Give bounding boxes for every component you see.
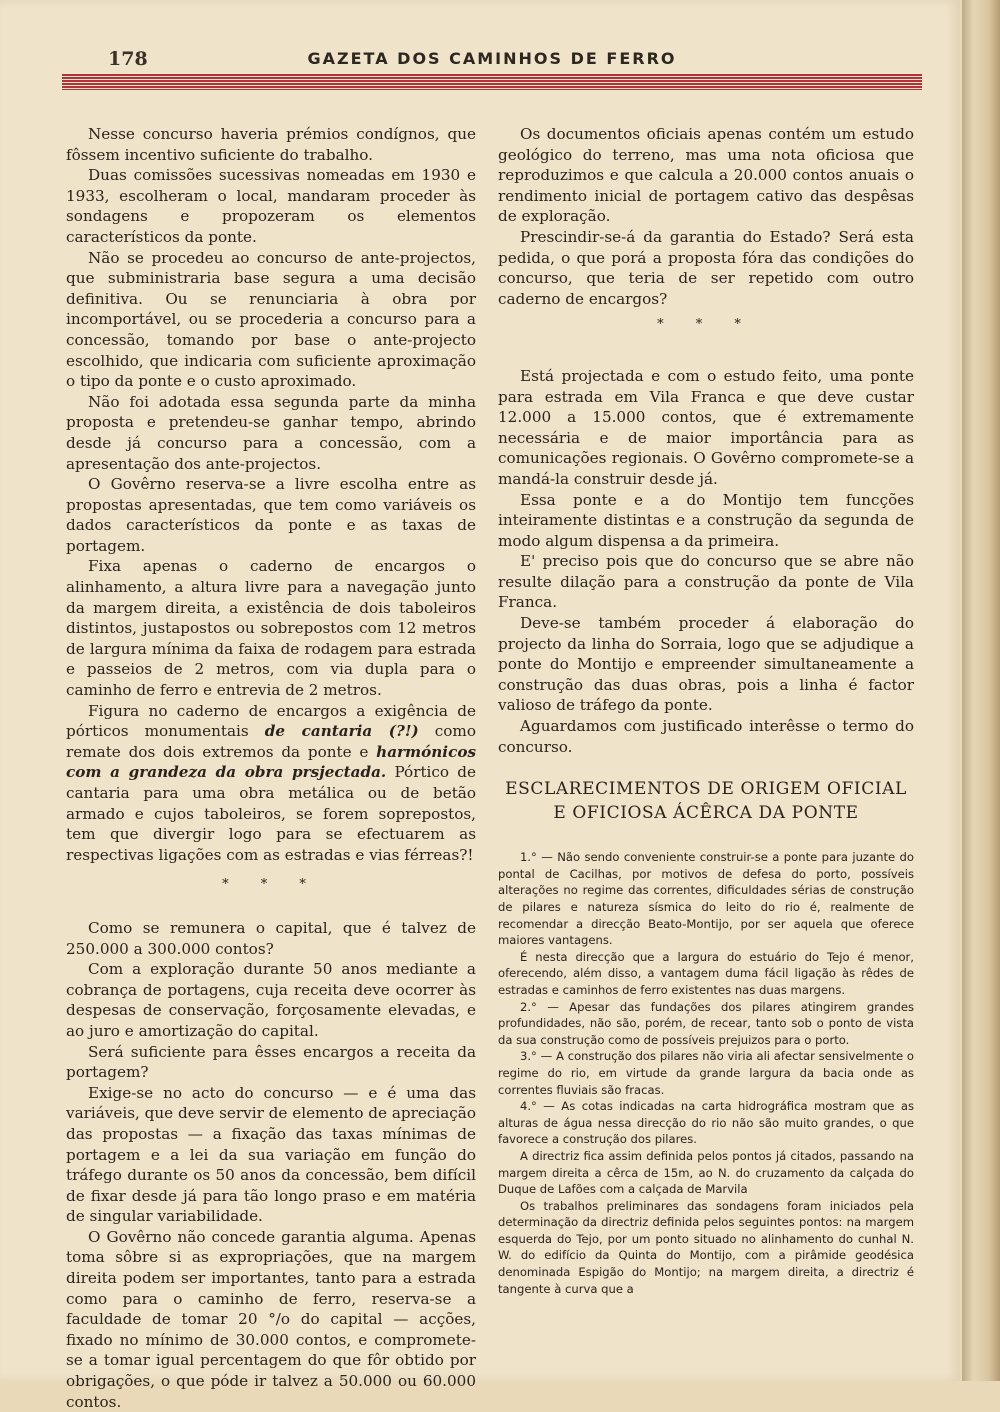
paragraph: Aguardamos com justificado interêsse o termo do concurso. [498, 717, 914, 756]
paragraph: Duas comissões sucessivas nomeadas em 1930 e 1933, escolheram o local, mandaram proceder às sondagens e propozeram os elementos característicos da ponte. [66, 166, 476, 246]
page-number: 178 [108, 48, 148, 70]
text-run: Figura no caderno de encargos a exigência de pórticos monumentais [66, 701, 476, 741]
paragraph: Deve-se também proceder á elaboração do projecto da linha do Sorraia, logo que se adjudique a ponte do Montijo e empreender simultaneamente a construção das duas obras, pois a linha é factor valioso de tráfego da ponte. [498, 614, 914, 715]
text-run: Pórtico de cantaria para uma obra metálica ou de betão armado e cujos taboleiros, se forem soprepostos, tem que divergir logo para se efectuarem as respectivas ligações com as estradas e vias férreas?! [66, 763, 476, 864]
paragraph: Prescindir-se-á da garantia do Estado? Será esta pedida, o que porá a proposta fóra das condições do concurso, que teria de ser repetido com outro caderno de encargos? [498, 227, 914, 308]
right-column [498, 124, 914, 1297]
header-rule [62, 74, 922, 90]
paragraph: O Govêrno não concede garantia alguma. Apenas toma sôbre si as expropriações, que na margem direita podem ser importantes, tanto para a estrada como para o caminho de ferro, reserva-se a faculdade de tomar 20 °/o do capital — acções, fixado no mínimo de 30.000 contos, e compromete-se a tomar igual percentagem do que fôr obtido por obrigações, o que póde ir talvez a 50.000 ou 60.000 contos. [66, 1227, 476, 1411]
paragraph: E' preciso pois que do concurso que se abre não resulte dilação para a construção da ponte de Vila Franca. [498, 552, 914, 612]
emphasis: harmónicos com a grandeza da obra prsjectada. [66, 742, 476, 782]
paragraph: É nesta direcção que a largura do estuário do Tejo é menor, oferecendo, além disso, a vantagem duma fácil ligação às rêdes de estradas e caminhos de ferro existentes nas duas margens. [498, 949, 914, 997]
paragraph: 4.° — As cotas indicadas na carta hidrográfica mostram que as alturas de água nessa direcção do rio não são muito grandes, o que favorece a construção dos pilares. [498, 1099, 914, 1147]
paragraph: Está projectada e com o estudo feito, uma ponte para estrada em Vila Franca e que deve custar 12.000 a 15.000 contos, que é extremamente necessária e de maior importância para as comunicações regionais. O Govêrno compromete-se a mandá-la construir desde já. [498, 366, 914, 488]
section-heading-line: E OFICIOSA ÁCÊRCA DA PONTE [553, 803, 859, 824]
book-spine [962, 0, 1000, 1381]
section-heading-line: ESCLARECIMENTOS DE ORIGEM OFICIAL [505, 779, 907, 800]
section-heading [498, 777, 914, 825]
paragraph: Fixa apenas o caderno de encargos o alinhamento, a altura livre para a navegação junto da margem direita, a existência de dois taboleiros distintos, justapostos ou sobrepostos com 12 metros de largura mínima da faixa de rodagem para estrada e passeios de 2 metros, com via dupla para o caminho de ferro e entrevia de 2 metros. [66, 557, 476, 700]
paragraph: Com a exploração durante 50 anos mediante a cobrança de portagens, cuja receita deve ocorrer às despesas de conservação, forçosamente elevadas, e ao juro e amortização do capital. [66, 960, 476, 1040]
paragraph: Não se procedeu ao concurso de ante-projectos, que subministraria base segura a uma decisão definitiva. Ou se renunciaria à obra por incomportável, ou se procederia a concurso para a concessão, tomando por base o ante-projecto escolhido, que indicaria com suficiente aproximação o tipo da ponte e o custo aproximado. [66, 248, 476, 391]
paragraph [66, 701, 476, 866]
journal-title: GAZETA DOS CAMINHOS DE FERRO [307, 49, 677, 68]
paragraph: 3.° — A construção dos pilares não viria ali afectar sensivelmente o regime do rio, em virtude da grande largura da bacia onde as correntes fluviais são fracas. [498, 1049, 914, 1097]
emphasis: de cantaria (?!) [264, 722, 419, 741]
paragraph: Como se remunera o capital, que é talvez de 250.000 a 300.000 contos? [66, 918, 476, 958]
paragraph: Nesse concurso haveria prémios condígnos, que fôssem incentivo suficiente do trabalho. [66, 125, 476, 164]
section-separator: * * * [657, 317, 755, 333]
clarifications-text [498, 849, 914, 1297]
section-separator: * * * [222, 877, 320, 893]
paragraph: Não foi adotada essa segunda parte da minha proposta e pretendeu-se ganhar tempo, abrindo desde já concurso para a concessão, com a apresentação dos ante-projectos. [66, 392, 476, 473]
paragraph: Os trabalhos preliminares das sondagens foram iniciados pela determinação da directriz definida pelos seguintes pontos: na margem esquerda do Tejo, por um ponto situado no alinhamento do cunhal N. W. do edifício da Quinta do Montijo, com a pirâmide geodésica denominada Espigão do Montijo; na margem direita, a directriz é tangente à curva que a [498, 1198, 914, 1296]
text-run: como remate dos dois extremos da ponte e [66, 722, 476, 761]
left-column [66, 124, 476, 1412]
paragraph: Essa ponte e a do Montijo tem funcções inteiramente distintas e a construção da segunda de modo algum dispensa a da primeira. [498, 490, 914, 550]
paragraph: O Govêrno reserva-se a livre escolha entre as propostas apresentadas, que tem como variáveis os dados característicos da ponte e as taxas de portagem. [66, 475, 476, 555]
paragraph: Os documentos oficiais apenas contém um estudo geológico do terreno, mas uma nota oficiosa que reproduzimos e que calcula a 20.000 contos anuais o rendimento inicial de portagem cativo das despêsas de exploração. [498, 125, 914, 226]
paragraph: Será suficiente para êsses encargos a receita da portagem? [66, 1042, 476, 1082]
paragraph: 1.° — Não sendo conveniente construir-se a ponte para juzante do pontal de Cacilhas, por motivos de defesa do porto, possíveis alterações no regime das correntes, dificuldades sérias de construção de pilares e natureza sísmica do leito do rio é, realmente de recomendar a direcção Beato-Montijo, por ser aquela que oferece maiores vantagens. [498, 850, 914, 948]
paragraph: 2.° — Apesar das fundações dos pilares atingirem grandes profundidades, não são, porém, de recear, tanto sob o ponto de vista da sua construção como de possíveis prejuizos para o porto. [498, 999, 914, 1047]
paragraph: A directriz fica assim definida pelos pontos já citados, passando na margem direita a cêrca de 15m, ao N. do cruzamento da calçada do Duque de Lafões com a calçada de Marvila [498, 1148, 914, 1197]
paragraph: Exige-se no acto do concurso — e é uma das variáveis, que deve servir de elemento de apreciação das propostas — a fixação das taxas mínimas de portagem e a lei da sua variação em função do tráfego durante os 50 anos da concessão, bem difícil de fixar desde já para tão longo praso e em matéria de singular variabilidade. [66, 1083, 476, 1226]
page-header [62, 44, 922, 74]
